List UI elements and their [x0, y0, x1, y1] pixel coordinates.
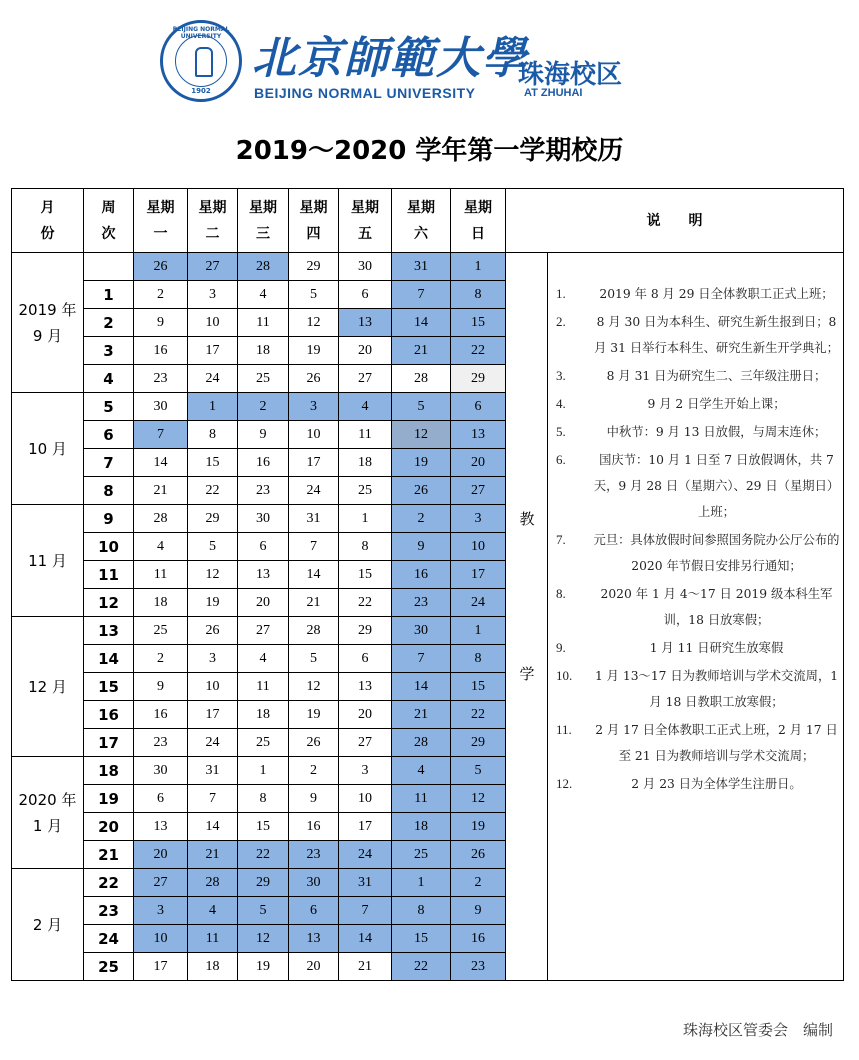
day-cell-wed: 25 [238, 729, 289, 757]
teaching-column [506, 253, 548, 980]
note-text: 1 月 11 日研究生放寒假 [649, 641, 784, 655]
day-cell-sat: 7 [392, 645, 451, 673]
day-cell-wed: 5 [238, 897, 289, 925]
month-label: 2 月 [12, 869, 84, 981]
day-cell-wed: 27 [238, 617, 289, 645]
header-notes: 说 明 [506, 189, 844, 253]
note-item [556, 581, 841, 633]
day-cell-thu: 19 [289, 337, 339, 365]
day-cell-sun: 16 [451, 925, 506, 953]
day-cell-wed: 4 [238, 645, 289, 673]
note-item [556, 527, 841, 579]
day-cell-thu: 3 [289, 393, 339, 421]
week-number: 19 [84, 785, 134, 813]
day-cell-mon: 3 [134, 897, 188, 925]
day-cell-tue: 3 [188, 281, 238, 309]
day-cell-fri: 13 [339, 309, 392, 337]
week-number: 24 [84, 925, 134, 953]
week-number: 3 [84, 337, 134, 365]
header-sat: 星期 六 [392, 189, 451, 253]
day-cell-sat: 14 [392, 673, 451, 701]
day-cell-thu: 5 [289, 281, 339, 309]
note-text: 9 月 2 日学生开始上课； [647, 397, 786, 411]
notes-list [556, 281, 841, 799]
week-number: 22 [84, 869, 134, 897]
week-number: 13 [84, 617, 134, 645]
day-cell-sun: 5 [451, 757, 506, 785]
day-cell-fri: 24 [339, 841, 392, 869]
day-cell-fri: 11 [339, 421, 392, 449]
week-number: 25 [84, 953, 134, 981]
note-number: 9. [556, 640, 566, 655]
week-number: 10 [84, 533, 134, 561]
day-cell-wed: 15 [238, 813, 289, 841]
week-row [12, 253, 844, 281]
day-cell-sat: 19 [392, 449, 451, 477]
header-fri: 星期 五 [339, 189, 392, 253]
day-cell-wed: 1 [238, 757, 289, 785]
day-cell-sat: 18 [392, 813, 451, 841]
day-cell-sun: 1 [451, 617, 506, 645]
month-label: 10 月 [12, 393, 84, 505]
week-number: 2 [84, 309, 134, 337]
day-cell-sat: 14 [392, 309, 451, 337]
day-cell-fri: 20 [339, 337, 392, 365]
header-tue: 星期 二 [188, 189, 238, 253]
day-cell-wed: 29 [238, 869, 289, 897]
week-number: 17 [84, 729, 134, 757]
header-mon: 星期 一 [134, 189, 188, 253]
day-cell-thu: 26 [289, 365, 339, 393]
note-text: 1 月 13～17 日为教师培训与学术交流周，1 月 18 日教职工放寒假； [594, 669, 839, 709]
day-cell-sun: 29 [451, 729, 506, 757]
day-cell-sun: 1 [451, 253, 506, 281]
note-item [556, 663, 841, 715]
header-wed: 星期 三 [238, 189, 289, 253]
day-cell-tue: 17 [188, 701, 238, 729]
day-cell-mon: 7 [134, 421, 188, 449]
day-cell-fri: 6 [339, 281, 392, 309]
note-number: 10. [556, 668, 573, 683]
day-cell-fri: 21 [339, 953, 392, 981]
day-cell-wed: 12 [238, 925, 289, 953]
day-cell-thu: 14 [289, 561, 339, 589]
note-text: 2019 年 8 月 29 日全体教职工正式上班； [599, 287, 834, 301]
day-cell-sun: 20 [451, 449, 506, 477]
day-cell-sat: 16 [392, 561, 451, 589]
week-number: 11 [84, 561, 134, 589]
header-row [12, 189, 844, 253]
month-label: 2019 年 9 月 [12, 253, 84, 393]
note-text: 国庆节：10 月 1 日至 7 日放假调休，共 7 天，9 月 28 日（星期六）、29 日（星期日）上班； [593, 453, 840, 519]
note-text: 2020 年 1 月 4～17 日 2019 级本科生军训，18 日放寒假； [600, 587, 833, 627]
day-cell-tue: 3 [188, 645, 238, 673]
day-cell-wed: 19 [238, 953, 289, 981]
day-cell-mon: 30 [134, 757, 188, 785]
day-cell-mon: 28 [134, 505, 188, 533]
day-cell-tue: 4 [188, 897, 238, 925]
day-cell-mon: 30 [134, 393, 188, 421]
day-cell-thu: 2 [289, 757, 339, 785]
day-cell-wed: 4 [238, 281, 289, 309]
day-cell-tue: 7 [188, 785, 238, 813]
day-cell-thu: 31 [289, 505, 339, 533]
note-number: 3. [556, 368, 566, 383]
day-cell-mon: 27 [134, 869, 188, 897]
note-number: 4. [556, 396, 566, 411]
day-cell-sat: 2 [392, 505, 451, 533]
day-cell-fri: 30 [339, 253, 392, 281]
day-cell-sat: 21 [392, 701, 451, 729]
day-cell-wed: 20 [238, 589, 289, 617]
day-cell-tue: 11 [188, 925, 238, 953]
day-cell-sat: 15 [392, 925, 451, 953]
day-cell-sat: 28 [392, 729, 451, 757]
day-cell-mon: 21 [134, 477, 188, 505]
teaching-label-char: 教 [519, 510, 535, 528]
page-title: 2019～2020 学年第一学期校历 [235, 136, 624, 166]
campus-name-en: AT ZHUHAI [524, 87, 583, 99]
day-cell-tue: 22 [188, 477, 238, 505]
day-cell-sun: 2 [451, 869, 506, 897]
day-cell-sat: 21 [392, 337, 451, 365]
bell-icon [195, 47, 213, 77]
day-cell-sat: 7 [392, 281, 451, 309]
day-cell-mon: 2 [134, 645, 188, 673]
day-cell-tue: 8 [188, 421, 238, 449]
day-cell-wed: 11 [238, 673, 289, 701]
day-cell-thu: 21 [289, 589, 339, 617]
day-cell-thu: 12 [289, 673, 339, 701]
day-cell-wed: 18 [238, 337, 289, 365]
day-cell-sun: 22 [451, 337, 506, 365]
day-cell-sat: 9 [392, 533, 451, 561]
university-name-en: BEIJING NORMAL UNIVERSITY [254, 85, 476, 101]
day-cell-fri: 29 [339, 617, 392, 645]
day-cell-sun: 8 [451, 645, 506, 673]
day-cell-fri: 15 [339, 561, 392, 589]
day-cell-sun: 15 [451, 673, 506, 701]
note-number: 5. [556, 424, 566, 439]
day-cell-thu: 16 [289, 813, 339, 841]
note-text: 2 月 23 日为全体学生注册日。 [631, 777, 802, 791]
day-cell-fri: 14 [339, 925, 392, 953]
week-number: 1 [84, 281, 134, 309]
day-cell-mon: 16 [134, 701, 188, 729]
day-cell-sat: 26 [392, 477, 451, 505]
day-cell-sat: 23 [392, 589, 451, 617]
day-cell-mon: 9 [134, 309, 188, 337]
day-cell-mon: 16 [134, 337, 188, 365]
note-item [556, 419, 841, 445]
day-cell-fri: 27 [339, 729, 392, 757]
day-cell-thu: 20 [289, 953, 339, 981]
day-cell-wed: 28 [238, 253, 289, 281]
note-item [556, 281, 841, 307]
day-cell-wed: 23 [238, 477, 289, 505]
day-cell-thu: 19 [289, 701, 339, 729]
day-cell-sat: 1 [392, 869, 451, 897]
week-number: 4 [84, 365, 134, 393]
day-cell-mon: 23 [134, 729, 188, 757]
header-month: 月 份 [12, 189, 84, 253]
week-number: 16 [84, 701, 134, 729]
calendar-table [11, 188, 844, 981]
day-cell-tue: 29 [188, 505, 238, 533]
week-number: 18 [84, 757, 134, 785]
day-cell-thu: 13 [289, 925, 339, 953]
day-cell-tue: 21 [188, 841, 238, 869]
day-cell-mon: 20 [134, 841, 188, 869]
day-cell-sun: 8 [451, 281, 506, 309]
university-seal-icon [160, 20, 242, 102]
day-cell-sat: 31 [392, 253, 451, 281]
day-cell-sun: 22 [451, 701, 506, 729]
day-cell-fri: 13 [339, 673, 392, 701]
day-cell-sun: 27 [451, 477, 506, 505]
seal-year: 1902 [191, 87, 211, 95]
day-cell-wed: 30 [238, 505, 289, 533]
seal-text: BEIJING NORMAL UNIVERSITY [172, 26, 230, 40]
day-cell-mon: 9 [134, 673, 188, 701]
day-cell-tue: 10 [188, 673, 238, 701]
note-number: 1. [556, 286, 566, 301]
university-name-cn: 北京師範大學 [252, 33, 528, 84]
day-cell-tue: 12 [188, 561, 238, 589]
note-number: 11. [556, 722, 572, 737]
day-cell-mon: 18 [134, 589, 188, 617]
note-text: 中秋节：9 月 13 日放假，与周末连休； [606, 425, 827, 439]
day-cell-fri: 4 [339, 393, 392, 421]
day-cell-mon: 23 [134, 365, 188, 393]
note-text: 元旦：具体放假时间参照国务院办公厅公布的 2020 年节假日安排另行通知； [593, 533, 840, 573]
note-number: 12. [556, 776, 573, 791]
day-cell-mon: 26 [134, 253, 188, 281]
day-cell-wed: 11 [238, 309, 289, 337]
day-cell-wed: 16 [238, 449, 289, 477]
day-cell-thu: 24 [289, 477, 339, 505]
note-item [556, 771, 841, 797]
day-cell-wed: 8 [238, 785, 289, 813]
day-cell-mon: 11 [134, 561, 188, 589]
day-cell-mon: 6 [134, 785, 188, 813]
day-cell-wed: 9 [238, 421, 289, 449]
day-cell-sun: 23 [451, 953, 506, 981]
day-cell-sun: 9 [451, 897, 506, 925]
day-cell-wed: 22 [238, 841, 289, 869]
note-item [556, 447, 841, 525]
day-cell-sun: 17 [451, 561, 506, 589]
week-number [84, 253, 134, 281]
day-cell-sun: 10 [451, 533, 506, 561]
day-cell-thu: 6 [289, 897, 339, 925]
day-cell-tue: 14 [188, 813, 238, 841]
day-cell-thu: 10 [289, 421, 339, 449]
day-cell-sat: 12 [392, 421, 451, 449]
day-cell-thu: 5 [289, 645, 339, 673]
day-cell-sat: 22 [392, 953, 451, 981]
day-cell-sun: 15 [451, 309, 506, 337]
day-cell-thu: 23 [289, 841, 339, 869]
notes-cell [506, 253, 844, 981]
day-cell-fri: 3 [339, 757, 392, 785]
note-item [556, 717, 841, 769]
university-logo [152, 10, 662, 110]
week-number: 6 [84, 421, 134, 449]
week-number: 12 [84, 589, 134, 617]
day-cell-sun: 26 [451, 841, 506, 869]
day-cell-mon: 4 [134, 533, 188, 561]
month-label: 12 月 [12, 617, 84, 757]
day-cell-sun: 24 [451, 589, 506, 617]
day-cell-thu: 12 [289, 309, 339, 337]
note-item [556, 363, 841, 389]
day-cell-tue: 27 [188, 253, 238, 281]
day-cell-tue: 1 [188, 393, 238, 421]
day-cell-thu: 17 [289, 449, 339, 477]
day-cell-thu: 7 [289, 533, 339, 561]
note-number: 2. [556, 314, 566, 329]
month-label: 2020 年 1 月 [12, 757, 84, 869]
week-number: 8 [84, 477, 134, 505]
day-cell-mon: 13 [134, 813, 188, 841]
day-cell-fri: 20 [339, 701, 392, 729]
day-cell-mon: 2 [134, 281, 188, 309]
day-cell-fri: 17 [339, 813, 392, 841]
note-number: 8. [556, 586, 566, 601]
day-cell-sun: 6 [451, 393, 506, 421]
day-cell-wed: 25 [238, 365, 289, 393]
day-cell-tue: 10 [188, 309, 238, 337]
day-cell-fri: 8 [339, 533, 392, 561]
day-cell-thu: 30 [289, 869, 339, 897]
week-number: 15 [84, 673, 134, 701]
day-cell-mon: 25 [134, 617, 188, 645]
teaching-label-char: 学 [519, 665, 535, 683]
day-cell-tue: 19 [188, 589, 238, 617]
day-cell-mon: 10 [134, 925, 188, 953]
header-thu: 星期 四 [289, 189, 339, 253]
note-number: 7. [556, 532, 566, 547]
day-cell-wed: 18 [238, 701, 289, 729]
day-cell-tue: 5 [188, 533, 238, 561]
day-cell-sat: 4 [392, 757, 451, 785]
day-cell-thu: 28 [289, 617, 339, 645]
day-cell-sat: 28 [392, 365, 451, 393]
day-cell-fri: 22 [339, 589, 392, 617]
day-cell-sun: 3 [451, 505, 506, 533]
day-cell-fri: 31 [339, 869, 392, 897]
week-number: 21 [84, 841, 134, 869]
day-cell-tue: 18 [188, 953, 238, 981]
month-label: 11 月 [12, 505, 84, 617]
day-cell-tue: 31 [188, 757, 238, 785]
day-cell-fri: 6 [339, 645, 392, 673]
day-cell-sat: 8 [392, 897, 451, 925]
day-cell-fri: 25 [339, 477, 392, 505]
week-number: 9 [84, 505, 134, 533]
day-cell-fri: 18 [339, 449, 392, 477]
day-cell-wed: 6 [238, 533, 289, 561]
day-cell-tue: 26 [188, 617, 238, 645]
day-cell-tue: 28 [188, 869, 238, 897]
day-cell-sat: 11 [392, 785, 451, 813]
day-cell-fri: 10 [339, 785, 392, 813]
day-cell-mon: 17 [134, 953, 188, 981]
day-cell-sat: 30 [392, 617, 451, 645]
note-item [556, 391, 841, 417]
note-number: 6. [556, 452, 566, 467]
day-cell-tue: 15 [188, 449, 238, 477]
day-cell-sun: 13 [451, 421, 506, 449]
day-cell-sat: 25 [392, 841, 451, 869]
day-cell-wed: 13 [238, 561, 289, 589]
day-cell-fri: 27 [339, 365, 392, 393]
day-cell-sun: 29 [451, 365, 506, 393]
week-number: 5 [84, 393, 134, 421]
day-cell-wed: 2 [238, 393, 289, 421]
note-text: 2 月 17 日全体教职工正式上班，2 月 17 日至 21 日为教师培训与学术交流周； [595, 723, 838, 763]
week-number: 23 [84, 897, 134, 925]
day-cell-tue: 24 [188, 729, 238, 757]
day-cell-tue: 17 [188, 337, 238, 365]
day-cell-thu: 9 [289, 785, 339, 813]
week-number: 20 [84, 813, 134, 841]
note-text: 8 月 31 日为研究生二、三年级注册日； [606, 369, 827, 383]
footer-credit: 珠海校区管委会 编制 [682, 1021, 833, 1039]
campus-name-cn: 珠海校区 [518, 60, 623, 90]
day-cell-thu: 26 [289, 729, 339, 757]
note-text: 8 月 30 日为本科生、研究生新生报到日；8 月 31 日举行本科生、研究生新生开学典礼； [594, 315, 839, 355]
note-item [556, 309, 841, 361]
day-cell-sat: 5 [392, 393, 451, 421]
day-cell-fri: 1 [339, 505, 392, 533]
week-number: 7 [84, 449, 134, 477]
day-cell-mon: 14 [134, 449, 188, 477]
week-number: 14 [84, 645, 134, 673]
day-cell-tue: 24 [188, 365, 238, 393]
day-cell-sun: 12 [451, 785, 506, 813]
header-sun: 星期 日 [451, 189, 506, 253]
header-week: 周 次 [84, 189, 134, 253]
note-item [556, 635, 841, 661]
day-cell-sun: 19 [451, 813, 506, 841]
day-cell-thu: 29 [289, 253, 339, 281]
day-cell-fri: 7 [339, 897, 392, 925]
